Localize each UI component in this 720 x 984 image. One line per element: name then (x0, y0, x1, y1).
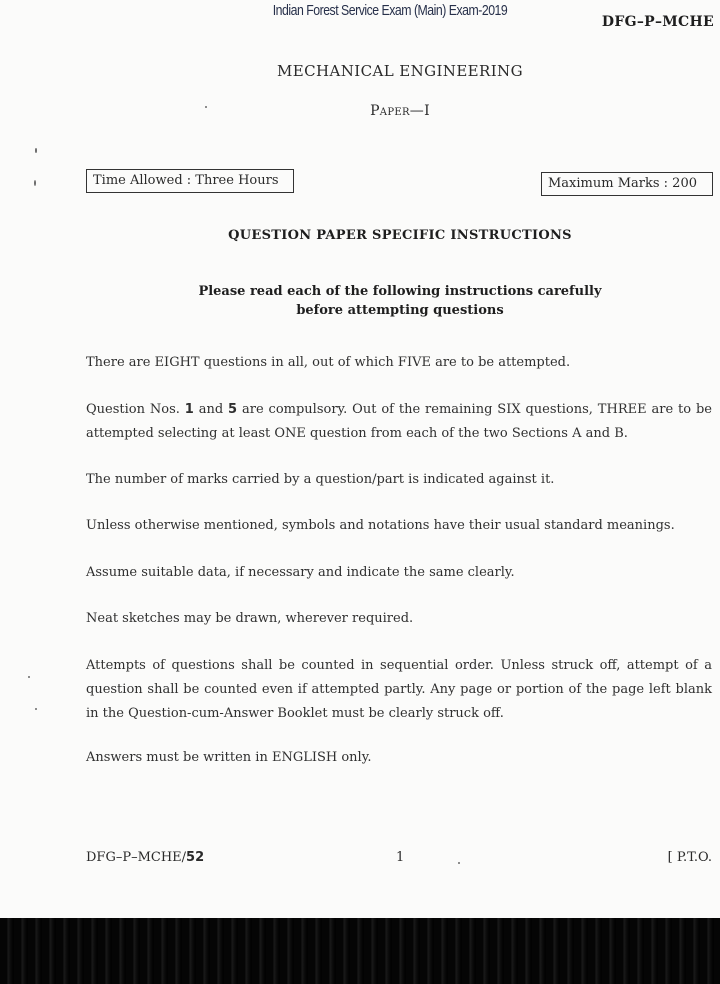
instruction-2-question-5: 5 (228, 402, 238, 417)
instruction-2-rest: are compulsory. Out of the remaining SIX questions, THREE are to be attempted selecting at least ONE question from each of the two Sections A and B. (86, 402, 712, 441)
subject-title: MECHANICAL ENGINEERING (277, 62, 523, 80)
instruction-4: Unless otherwise mentioned, symbols and notations have their usual standard meanings. (86, 518, 675, 533)
instruction-2-prefix: Question Nos. (86, 402, 185, 417)
instruction-2-and: and (193, 402, 229, 417)
scan-speck (34, 180, 36, 186)
paper-number: Paper—I (370, 103, 430, 119)
instruction-5: Assume suitable data, if necessary and indicate the same clearly. (86, 565, 515, 580)
subheading-line-2: before attempting questions (296, 303, 504, 318)
instruction-6: Neat sketches may be drawn, wherever required. (86, 611, 414, 626)
instruction-2-question-1: 1 (184, 402, 194, 417)
maximum-marks-box: Maximum Marks : 200 (541, 172, 713, 196)
footer-page-number: 1 (396, 850, 405, 865)
instruction-2 (86, 398, 712, 446)
instructions-heading: QUESTION PAPER SPECIFIC INSTRUCTIONS (228, 228, 572, 243)
footer-pto: [ P.T.O. (667, 850, 712, 865)
scan-speck (35, 148, 37, 153)
instruction-8: Answers must be written in ENGLISH only. (86, 750, 372, 765)
exam-watermark: Indian Forest Service Exam (Main) Exam-2019 (272, 2, 508, 19)
instruction-3: The number of marks carried by a question/part is indicated against it. (86, 472, 555, 487)
time-allowed-box: Time Allowed : Three Hours (86, 169, 294, 193)
paper-code-header: DFG–P–MCHE (601, 14, 714, 30)
footer-paper-code (86, 850, 204, 865)
subheading-line-1: Please read each of the following instructions carefully (198, 284, 602, 299)
instruction-1: There are EIGHT questions in all, out of which FIVE are to be attempted. (86, 355, 571, 370)
instruction-7: Attempts of questions shall be counted in sequential order. Unless struck off, attempt of a question shall be counted even if attempted partly. Any page or portion of the page left blank in the Question-cum-Answer Booklet must be clearly struck off. (86, 658, 712, 721)
scan-speck (28, 676, 30, 678)
scan-black-border (0, 918, 720, 984)
scan-speck (458, 862, 460, 864)
footer-code-number: 52 (186, 850, 205, 865)
instructions-subheading (0, 282, 720, 320)
scan-speck (35, 708, 37, 710)
scan-speck (205, 106, 207, 108)
footer-code-text: DFG–P–MCHE/ (86, 850, 187, 865)
